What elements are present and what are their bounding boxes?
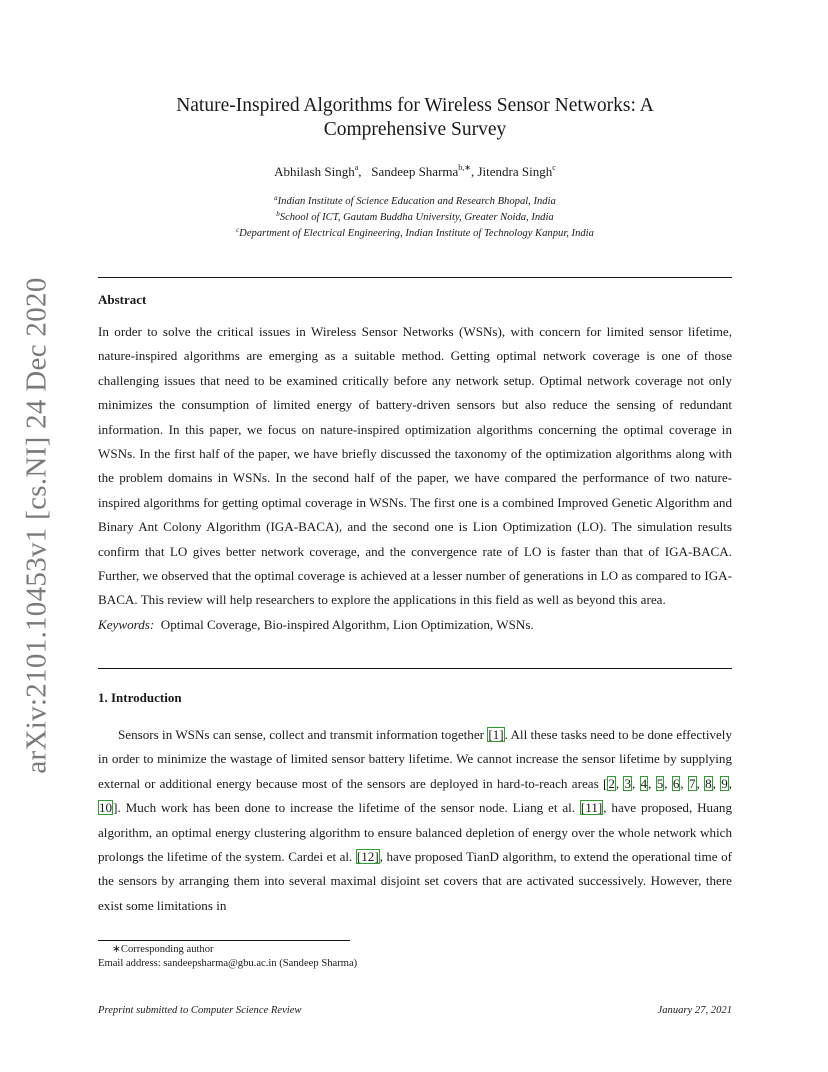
footnote-rule — [98, 940, 350, 941]
title-line-1: Nature-Inspired Algorithms for Wireless Sensor Networks: A — [176, 95, 654, 116]
paper-title — [98, 94, 732, 142]
intro-text: , have proposed, Huang algorithm, an optimal energy clustering algorithm to ensure balanced depletion of energy over the whole network which prolongs the lifetime of the system. Cardei et al. — [98, 800, 733, 865]
abstract-top-rule — [98, 277, 732, 278]
footnote — [98, 943, 357, 970]
author-name: Sandeep Sharma — [371, 164, 459, 179]
footer-date: January 27, 2021 — [657, 1005, 732, 1016]
intro-text: ]. Much work has been done to increase the lifetime of the sensor node. Liang et al. — [113, 800, 580, 816]
affiliation-text: Department of Electrical Engineering, Indian Institute of Technology Kanpur, India — [239, 228, 594, 239]
intro-paragraph: Sensors in WSNs can sense, collect and transmit information together [1]. All these tasks need to be done effectively in order to minimize the wastage of limited sensor battery lifetime. We cannot increase the sensor lifetime by supplying external or additional energy because most of the sensors are deployed in hard-to-reach areas [2, 3, 4, 5, 6, 7, 8, 9, 10]. Much work has been done to increase the lifetime of the sensor node. Liang et al. [11], have proposed, Huang algorithm, an optimal energy clustering algorithm to ensure balanced depletion of energy over the whole network which prolongs the lifetime of the system. Cardei et al. [12], have proposed TianD algorithm, to extend the operational time of the sensors by arranging them into several maximal disjoint set covers that are activated successively. However, there exist some limitations in — [98, 727, 733, 913]
citation-link[interactable]: 2 — [608, 775, 615, 791]
footnote-corresponding: ∗Corresponding author — [112, 944, 214, 955]
affiliation-mark: b — [276, 210, 280, 218]
footnote-email: Email address: sandeepsharma@gbu.ac.in (Sandeep Sharma) — [98, 957, 358, 969]
citation-link[interactable]: [11] — [580, 800, 603, 816]
citation-link[interactable]: 9 — [721, 775, 728, 791]
author-mark: c — [552, 163, 556, 172]
citation-link[interactable]: 5 — [656, 775, 664, 791]
affiliation-text: School of ICT, Gautam Buddha University, Greater Noida, India — [279, 212, 554, 223]
affiliation-mark: c — [236, 226, 240, 234]
intro-text: . All these tasks need to be done effectively in order to minimize the wastage of limited sensor battery lifetime. We cannot increase the sensor lifetime by supplying external or additional energy because most of the sensors are deployed in hard-to-reach areas [ — [98, 727, 732, 791]
abstract-body — [98, 320, 732, 637]
arxiv-stamp-text: arXiv:2101.10453v1 [cs.NI] 24 Dec 2020 — [20, 276, 53, 774]
arxiv-stamp — [17, 276, 57, 774]
keywords-text: Optimal Coverage, Bio-inspired Algorithm, Lion Optimization, WSNs. — [160, 616, 534, 632]
intro-text: , have proposed TianD algorithm, to extend the operational time of the sensors by arranging them into several maximal disjoint set covers that are activated successively. However, there exist some limitations in — [98, 849, 732, 913]
affiliation-mark: a — [274, 194, 278, 202]
affiliation — [98, 224, 732, 240]
citation-link[interactable]: [1] — [488, 727, 504, 742]
preprint-notice: Preprint submitted to Computer Science Review — [98, 1005, 302, 1016]
author-name: Jitendra Singh — [477, 164, 553, 179]
abstract-heading: Abstract — [98, 292, 147, 307]
author-name: Abhilash Singh — [274, 164, 355, 179]
citation-link[interactable]: 4 — [640, 775, 648, 791]
abstract-bottom-rule — [98, 668, 732, 669]
citation-link[interactable]: 10 — [99, 800, 113, 816]
section-heading: 1. Introduction — [98, 690, 182, 705]
author-list: Abhilash Singh$^a$, Sandeep Sharma$^{b,∗}$, Jitendra Singh$^c$ — [274, 163, 556, 179]
keywords-label: Keywords: — [98, 616, 155, 632]
citation-link[interactable]: [12] — [356, 849, 379, 865]
citation-link[interactable]: 7 — [688, 775, 696, 791]
author-mark: b,∗ — [458, 163, 471, 172]
citation-link[interactable]: 6 — [672, 775, 680, 791]
intro-text: Sensors in WSNs can sense, collect and transmit information together — [118, 727, 488, 742]
affiliation — [98, 192, 732, 208]
author-mark: a — [354, 163, 359, 172]
citation-link[interactable]: 3 — [624, 775, 631, 791]
title-line-2: Comprehensive Survey — [323, 119, 507, 140]
affiliation-text: Indian Institute of Science Education and Research Bhopal, India — [277, 196, 556, 207]
abstract-text: In order to solve the critical issues in Wireless Sensor Networks (WSNs), with concern for limited sensor lifetime, nature-inspired algorithms are emerging as a suitable method. Getting optimal network coverage is one of those challenging issues that need to be examined critically before any network setup. Optimal network coverage not only minimizes the consumption of limited energy of battery-driven sensors but also reduce the sensing of redundant information. In this paper, we focus on nature-inspired optimization algorithms concerning the optimal coverage in WSNs. In the first half of the paper, we have briefly discussed the taxonomy of the optimization algorithms along with the problem domains in WSNs. In the second half of the paper, we have compared the performance of two nature-inspired algorithms for getting optimal coverage in WSNs. The first one is a combined Improved Genetic Algorithm and Binary Ant Colony Algorithm (IGA-BACA), and the second one is Lion Optimization (LO). The simulation results confirm that LO gives better network coverage, and the convergence rate of LO is faster than that of IGA-BACA. Further, we observed that the optimal coverage is achieved at a lesser number of generations in LO as compared to IGA-BACA. This review will help researchers to explore the applications in this field as well as beyond this area. — [98, 324, 732, 608]
affiliation-list — [98, 192, 732, 240]
affiliation — [98, 208, 732, 224]
citation-link[interactable]: 8 — [705, 775, 712, 791]
